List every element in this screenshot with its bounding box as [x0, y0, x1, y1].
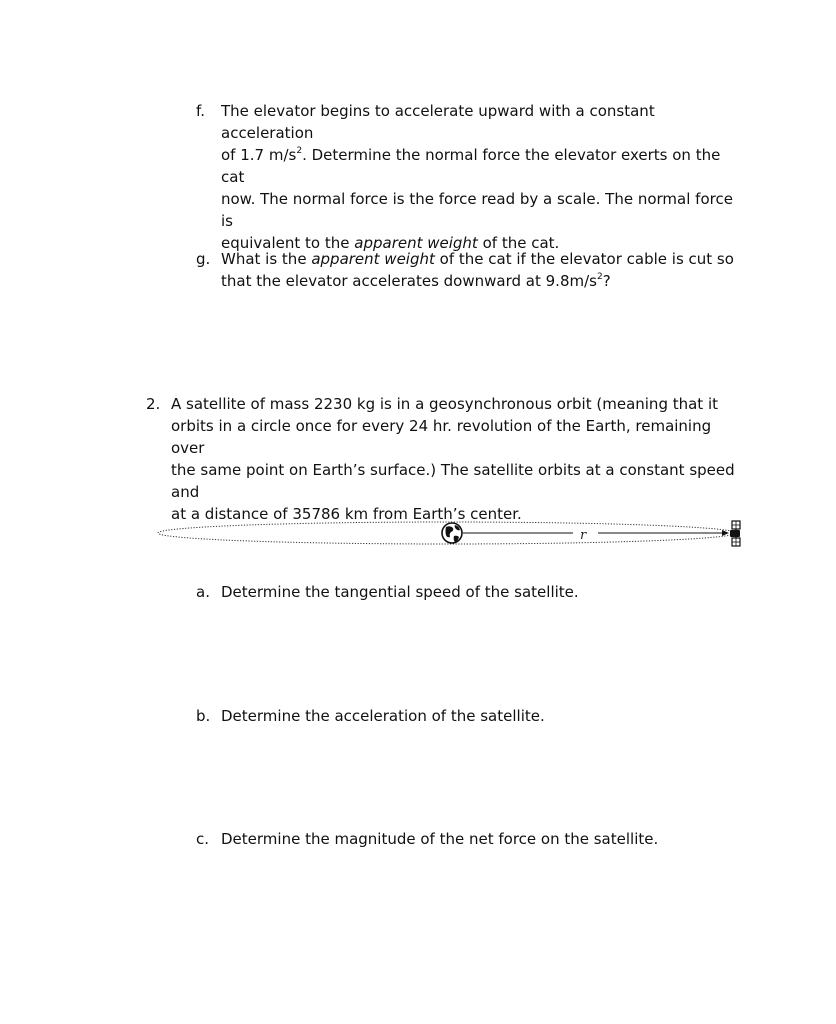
question-f-line-2-end: . Determine the normal force the elevator exerts on the cat	[221, 146, 721, 186]
question-f-marker: f.	[196, 102, 205, 120]
question-g-line-2-start: that the elevator accelerates downward at 9.8m/s	[221, 272, 597, 290]
question-g	[196, 248, 736, 292]
question-g-text	[221, 248, 736, 292]
part-a-text: Determine the tangential speed of the satellite.	[221, 583, 579, 601]
question-f-line-2-start: of 1.7 m/s	[221, 146, 297, 164]
radius-label: r	[580, 528, 587, 543]
question-g-line-2-end: ?	[602, 272, 611, 290]
question-f-exponent: 2	[296, 146, 303, 156]
part-b-marker: b.	[196, 707, 211, 725]
problem-2-line-2: orbits in a circle once for every 24 hr. revolution of the Earth, remaining over	[171, 417, 712, 457]
part-b	[196, 705, 736, 727]
question-f-line-4-start: equivalent to the	[221, 234, 355, 252]
problem-2-marker: 2.	[146, 395, 161, 413]
part-b-text: Determine the acceleration of the satellite.	[221, 707, 545, 725]
question-f-emphasis: apparent weight	[354, 234, 478, 252]
part-a	[196, 581, 736, 603]
question-g-line-1-end: of the cat if the elevator cable is cut so	[434, 250, 734, 268]
problem-2-line-3: the same point on Earth’s surface.) The satellite orbits at a constant speed and	[171, 461, 735, 501]
question-f-text	[221, 100, 736, 254]
question-g-emphasis: apparent weight	[311, 250, 435, 268]
problem-2	[146, 393, 741, 525]
part-c	[196, 828, 736, 850]
part-c-text: Determine the magnitude of the net force on the satellite.	[221, 830, 659, 848]
question-g-line-1-start: What is the	[221, 250, 312, 268]
question-f-line-1: The elevator begins to accelerate upward with a constant acceleration	[221, 102, 655, 142]
part-a-marker: a.	[196, 583, 210, 601]
question-f	[196, 100, 736, 254]
part-c-marker: c.	[196, 830, 210, 848]
earth-globe-icon	[442, 523, 462, 543]
question-g-exponent: 2	[596, 272, 603, 282]
question-g-marker: g.	[196, 250, 211, 268]
question-f-line-3: now. The normal force is the force read by a scale. The normal force is	[221, 190, 733, 230]
question-f-line-4-end: of the cat.	[477, 234, 560, 252]
question-g-line-2	[221, 270, 736, 292]
orbit-diagram	[150, 510, 750, 555]
question-g-line-1	[221, 248, 736, 270]
question-f-line-2	[221, 144, 736, 188]
satellite-icon	[730, 521, 740, 546]
problem-2-line-4: at a distance of 35786 km from Earth’s center.	[171, 505, 522, 523]
problem-2-line-1: A satellite of mass 2230 kg is in a geosynchronous orbit (meaning that it	[171, 395, 719, 413]
problem-2-text	[171, 393, 741, 525]
